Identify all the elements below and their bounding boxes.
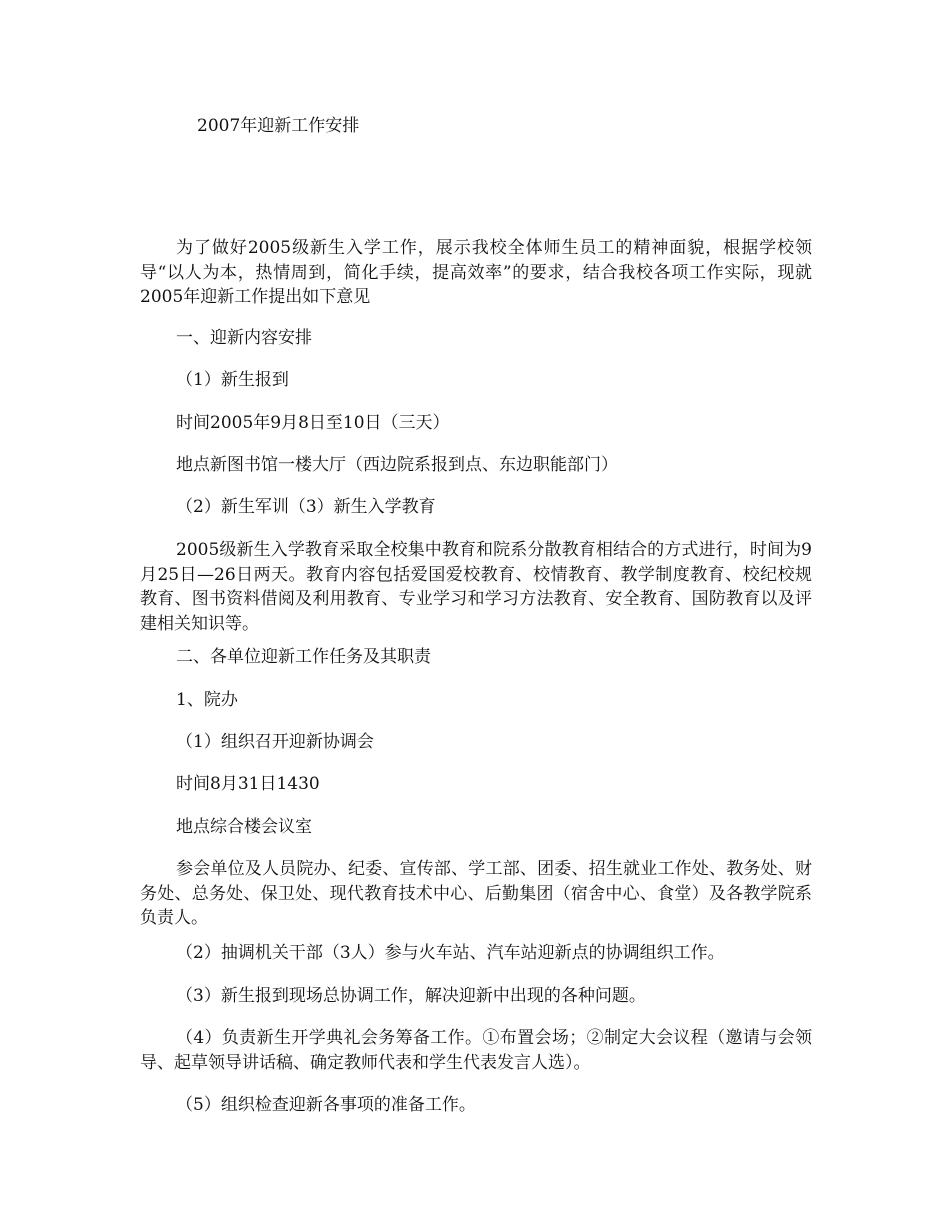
- office-task-2: （2）抽调机关干部（3人）参与火车站、汽车站迎新点的协调组织工作。: [176, 943, 725, 963]
- office-task-5: （5）组织检查迎新各事项的准备工作。: [176, 1095, 476, 1115]
- item-new-student-registration: （1）新生报到: [176, 370, 289, 390]
- intro-paragraph: 为了做好2005级新生入学工作，展示我校全体师生员工的精神面貌，根据学校领导“以人为本，热情周到，简化手续，提高效率”的要求，结合我校各项工作实际，现就2005年迎新工作提出如下意见: [140, 238, 812, 307]
- section-heading-1: 一、迎新内容安排: [176, 328, 312, 348]
- office-task-4: （4）负责新生开学典礼会务筹备工作。①布置会场；②制定大会议程（邀请与会领导、起草领导讲话稿、确定教师代表和学生代表发言人选）。: [140, 1028, 812, 1073]
- office-task-1: （1）组织召开迎新协调会: [176, 732, 374, 752]
- unit-heading-office: 1、院办: [176, 690, 238, 710]
- document-title: 2007年迎新工作安排: [197, 116, 360, 136]
- meeting-participants: 参会单位及人员院办、纪委、宣传部、学工部、团委、招生就业工作处、教务处、财务处、总务处、保卫处、现代教育技术中心、后勤集团（宿舍中心、食堂）及各教学院系负责人。: [140, 859, 812, 928]
- section-heading-2: 二、各单位迎新工作任务及其职责: [176, 647, 431, 667]
- item-military-training-and-education: （2）新生军训（3）新生入学教育: [176, 497, 436, 517]
- registration-location: 地点新图书馆一楼大厅（西边院系报到点、东边职能部门）: [176, 455, 618, 475]
- orientation-education-paragraph: 2005级新生入学教育采取全校集中教育和院系分散教育相结合的方式进行，时间为9月25日—26日两天。教育内容包括爱国爱校教育、校情教育、教学制度教育、校纪校规教育、图书资料借阅及利用教育、专业学习和学习方法教育、安全教育、国防教育以及评建相关知识等。: [140, 540, 812, 634]
- registration-time: 时间2005年9月8日至10日（三天）: [176, 413, 450, 433]
- office-task-3: （3）新生报到现场总协调工作，解决迎新中出现的各种问题。: [176, 986, 646, 1006]
- meeting-time: 时间8月31日1430: [176, 774, 320, 794]
- meeting-location: 地点综合楼会议室: [176, 817, 312, 837]
